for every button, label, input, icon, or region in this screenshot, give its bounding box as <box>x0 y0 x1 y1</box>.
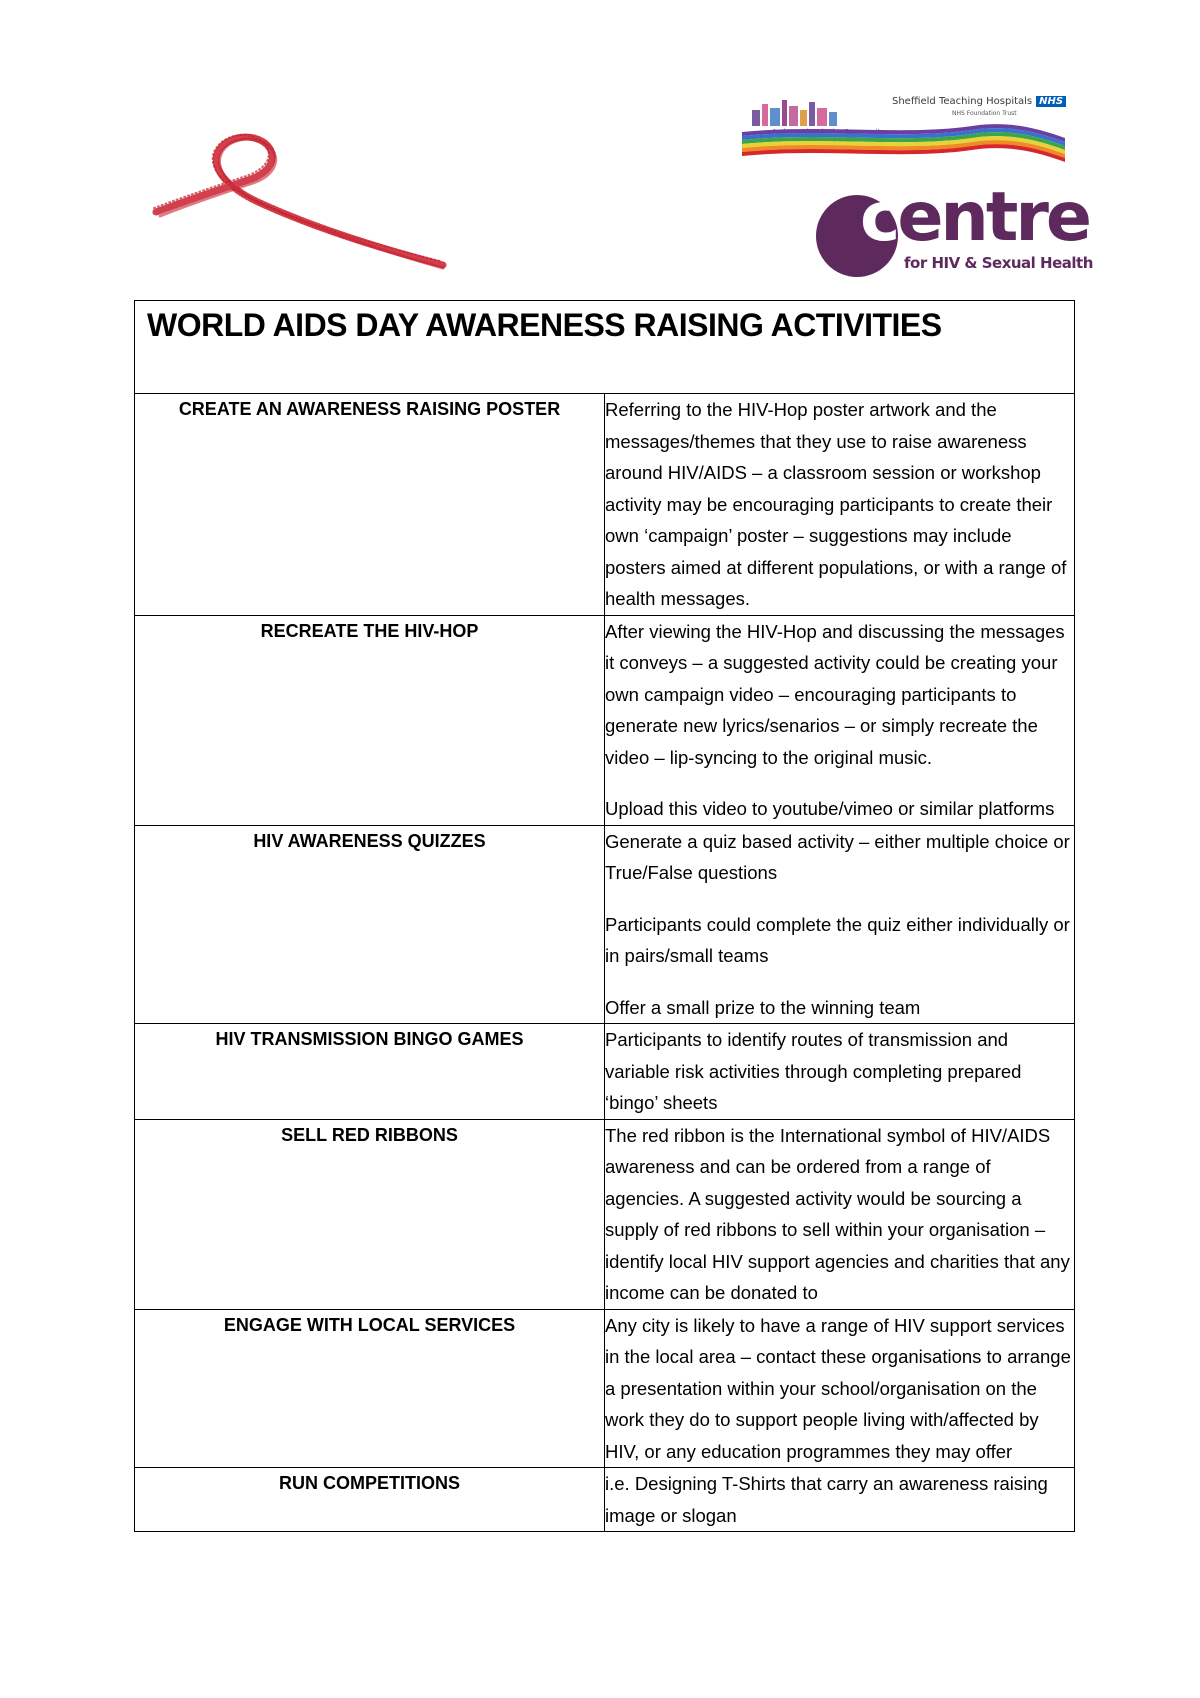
activity-description: Upload this video to youtube/vimeo or similar platforms <box>605 798 1055 819</box>
activity-label: HIV TRANSMISSION BINGO GAMES <box>215 1029 524 1049</box>
activity-label: SELL RED RIBBONS <box>281 1124 458 1145</box>
trust-text: NHS Foundation Trust <box>952 110 1017 117</box>
activity-label-cell <box>135 1119 605 1309</box>
activity-description-cell <box>605 1119 1075 1309</box>
activity-label: CREATE AN AWARENESS RAISING POSTER <box>178 399 561 419</box>
activity-description: i.e. Designing T-Shirts that carry an awareness raising image or slogan <box>605 1473 1048 1526</box>
activity-description: Referring to the HIV-Hop poster artwork and the messages/themes that they use to raise awareness around HIV/AIDS – a classroom session or workshop activity may be encouraging participants to create their own ‘campaign’ poster – suggestions may include posters aimed at different populations, or with a range of health messages. <box>605 399 1067 609</box>
activity-label-cell <box>135 1468 605 1532</box>
table-title-cell <box>135 301 1075 394</box>
activity-description: Participants to identify routes of transmission and variable risk activities through completing prepared ‘bingo’ sheets <box>605 1029 1022 1113</box>
centre-wordmark: centre <box>860 178 1090 257</box>
activity-description: Offer a small prize to the winning team <box>605 996 921 1018</box>
table-row <box>135 825 1075 1024</box>
sheffield-teaching-hospitals-text: Sheffield Teaching Hospitals NHS <box>892 96 1066 107</box>
table-body <box>135 394 1075 1532</box>
activity-label-cell <box>135 1024 605 1120</box>
table-row <box>135 1119 1075 1309</box>
activity-description-cell <box>605 394 1075 616</box>
activity-description: The red ribbon is the International symbol of HIV/AIDS awareness and can be ordered from a range of agencies. A suggested activity would be sourcing a supply of red ribbons to sell within your organisation – identify local HIV support agencies and charities that any income can be donated to <box>605 1124 1070 1303</box>
activity-description-cell <box>605 1468 1075 1532</box>
activity-description-cell <box>605 825 1075 1024</box>
table-row <box>135 1468 1075 1532</box>
sheffield-nhs-banner-logo <box>742 92 1065 164</box>
table-row <box>135 1309 1075 1468</box>
rainbow-swoosh-icon <box>742 116 1065 164</box>
centre-hiv-sexual-health-logo <box>816 178 1093 282</box>
table-title-row <box>135 301 1075 394</box>
activity-description: Generate a quiz based activity – either multiple choice or True/False questions <box>605 830 1070 883</box>
activities-table <box>134 300 1075 1532</box>
activity-description-cell <box>605 615 1075 825</box>
activity-label: RECREATE THE HIV-HOP <box>260 620 479 641</box>
activity-label: RUN COMPETITIONS <box>278 1473 460 1493</box>
activity-label-cell <box>135 825 605 1024</box>
nhs-badge: NHS <box>1036 96 1066 107</box>
table-row <box>135 1024 1075 1120</box>
activity-description-cell <box>605 1024 1075 1120</box>
activity-label-cell <box>135 394 605 616</box>
activity-label-cell <box>135 1309 605 1468</box>
activity-description: After viewing the HIV-Hop and discussing the messages it conveys – a suggested activity could be creating your own campaign video – encouraging participants to generate new lyrics/senarios – or simply recreate the video – lip-syncing to the original music. <box>605 620 1065 768</box>
activity-label-cell <box>135 615 605 825</box>
table-row <box>135 394 1075 616</box>
centre-subtitle: for HIV & Sexual Health <box>904 254 1093 272</box>
activity-label: HIV AWARENESS QUIZZES <box>253 830 486 851</box>
activity-description: Participants could complete the quiz either individually or in pairs/small teams <box>605 913 1070 966</box>
red-ribbon-icon <box>148 130 448 280</box>
activity-description: Any city is likely to have a range of HIV support services in the local area – contact these organisations to arrange a presentation within your school/organisation on the work they do to support people living with/affected by HIV, or any education programmes they may offer <box>605 1314 1071 1462</box>
table-title: WORLD AIDS DAY AWARENESS RAISING ACTIVITIES <box>147 307 942 343</box>
table-row <box>135 615 1075 825</box>
activity-label: ENGAGE WITH LOCAL SERVICES <box>223 1314 516 1335</box>
activity-description-cell <box>605 1309 1075 1468</box>
